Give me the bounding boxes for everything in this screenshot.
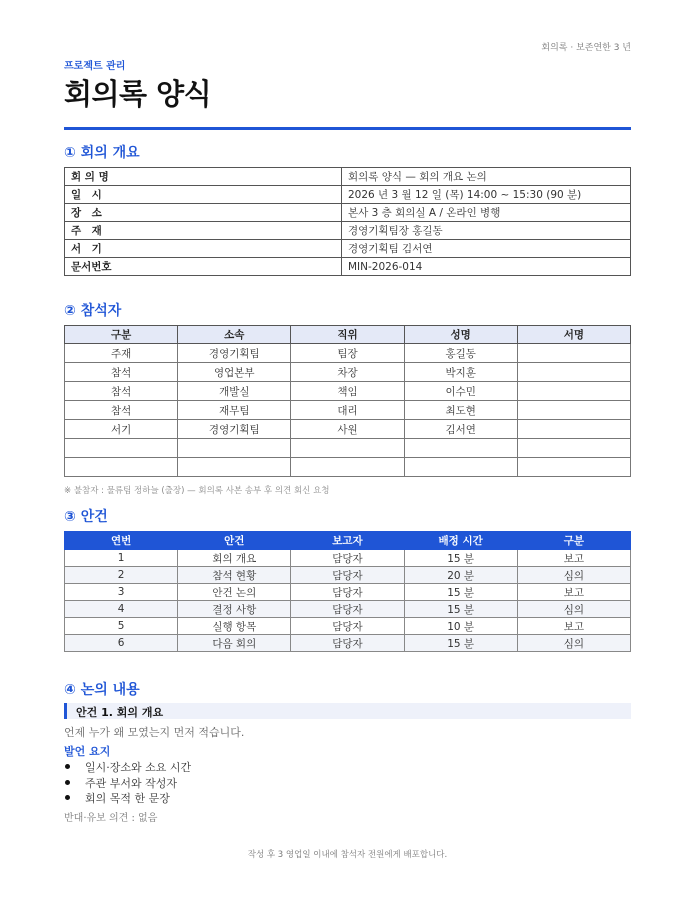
attendees-cell [517, 382, 630, 401]
overview-row [65, 258, 631, 276]
agenda-cell: 3 [65, 584, 178, 601]
agenda-cell: 15 분 [404, 601, 517, 618]
attendees-cell: 주재 [65, 344, 178, 363]
attendees-cell: 참석 [65, 382, 178, 401]
attendees-header-cell: 구분 [65, 326, 178, 344]
overview-value: 본사 3 층 회의실 A / 온라인 병행 [342, 204, 631, 222]
attendees-cell: 대리 [291, 401, 404, 420]
overview-value: MIN-2026-014 [342, 258, 631, 276]
attendees-cell: 김서연 [404, 420, 517, 439]
overview-row [65, 222, 631, 240]
attendees-cell [291, 439, 404, 458]
attendees-header-cell: 소속 [178, 326, 291, 344]
agenda-cell: 담당자 [291, 584, 404, 601]
attendees-cell [517, 344, 630, 363]
attendees-cell: 개발실 [178, 382, 291, 401]
overview-key: 회 의 명 [65, 168, 342, 186]
attendees-header-cell: 성명 [404, 326, 517, 344]
attendees-cell: 차장 [291, 363, 404, 382]
attendees-cell [517, 420, 630, 439]
table-row [65, 584, 631, 601]
overview-key: 주 재 [65, 222, 342, 240]
page-title: 회의록 양식 [64, 77, 212, 111]
agenda-item-title: 안건 1. 회의 개요 [76, 706, 164, 719]
overview-value: 경영기획팀장 홍길동 [342, 222, 631, 240]
overview-key: 장 소 [65, 204, 342, 222]
agenda-cell: 20 분 [404, 567, 517, 584]
agenda-header-cell: 구분 [517, 532, 630, 550]
agenda-cell: 결정 사항 [178, 601, 291, 618]
list-item [64, 775, 191, 791]
attendees-cell: 홍길동 [404, 344, 517, 363]
attendees-cell [517, 363, 630, 382]
attendees-cell: 박지훈 [404, 363, 517, 382]
attendees-cell: 사원 [291, 420, 404, 439]
table-row [65, 601, 631, 618]
table-row [65, 382, 631, 401]
agenda-cell: 5 [65, 618, 178, 635]
agenda-cell: 다음 회의 [178, 635, 291, 652]
overview-row [65, 240, 631, 258]
overview-key: 문서번호 [65, 258, 342, 276]
list-item-text: 일시·장소와 소요 시간 [85, 761, 192, 774]
discussion-intro: 언제 누가 왜 모였는지 먼저 적습니다. [64, 726, 245, 739]
section-agenda-heading: ③ 안건 [64, 509, 108, 525]
top-note: 회의록 · 보존연한 3 년 [541, 43, 631, 53]
overview-value: 경영기획팀 김서연 [342, 240, 631, 258]
agenda-cell: 담당자 [291, 601, 404, 618]
agenda-cell: 15 분 [404, 584, 517, 601]
agenda-cell: 15 분 [404, 550, 517, 567]
agenda-cell: 6 [65, 635, 178, 652]
list-item [64, 759, 191, 775]
attendees-cell [178, 439, 291, 458]
agenda-cell: 담당자 [291, 550, 404, 567]
attendees-header-cell: 직위 [291, 326, 404, 344]
agenda-cell: 15 분 [404, 635, 517, 652]
table-row [65, 363, 631, 382]
bullet-icon [65, 795, 70, 800]
agenda-cell: 보고 [517, 550, 630, 567]
attendees-cell: 경영기획팀 [178, 420, 291, 439]
agenda-cell: 참석 현황 [178, 567, 291, 584]
agenda-cell: 2 [65, 567, 178, 584]
overview-value: 2026 년 3 월 12 일 (목) 14:00 ~ 15:30 (90 분) [342, 186, 631, 204]
attendees-cell [517, 458, 630, 477]
agenda-cell: 보고 [517, 618, 630, 635]
attendees-cell [178, 458, 291, 477]
agenda-cell: 보고 [517, 584, 630, 601]
attendees-cell [404, 458, 517, 477]
agenda-cell: 심의 [517, 567, 630, 584]
attendees-table [64, 325, 631, 477]
title-rule [64, 127, 631, 130]
overview-row [65, 186, 631, 204]
table-row [65, 439, 631, 458]
agenda-item-bar [64, 703, 631, 719]
overview-row [65, 168, 631, 186]
overview-table [64, 167, 631, 276]
attendees-cell: 서기 [65, 420, 178, 439]
attendees-cell: 참석 [65, 401, 178, 420]
table-row [65, 401, 631, 420]
points-heading: 발언 요지 [64, 745, 111, 758]
agenda-cell: 심의 [517, 635, 630, 652]
agenda-cell: 담당자 [291, 635, 404, 652]
attendees-cell: 참석 [65, 363, 178, 382]
agenda-header-cell: 배정 시간 [404, 532, 517, 550]
attendees-cell [404, 439, 517, 458]
eyebrow-label: 프로젝트 관리 [64, 61, 126, 72]
agenda-cell: 회의 개요 [178, 550, 291, 567]
agenda-header-cell: 보고자 [291, 532, 404, 550]
attendees-cell [291, 458, 404, 477]
table-row [65, 618, 631, 635]
agenda-cell: 담당자 [291, 567, 404, 584]
overview-row [65, 204, 631, 222]
attendees-cell: 재무팀 [178, 401, 291, 420]
agenda-header-cell: 안건 [178, 532, 291, 550]
table-row [65, 635, 631, 652]
agenda-cell: 담당자 [291, 618, 404, 635]
overview-key: 서 기 [65, 240, 342, 258]
list-item-text: 주관 부서와 작성자 [85, 776, 178, 790]
attendees-cell: 팀장 [291, 344, 404, 363]
agenda-header-cell: 연번 [65, 532, 178, 550]
section-discussion-heading: ④ 논의 내용 [64, 682, 140, 698]
objection-note: 반대·유보 의견 : 없음 [64, 813, 158, 824]
attendees-cell [65, 458, 178, 477]
attendees-cell: 이수민 [404, 382, 517, 401]
bullet-icon [65, 764, 70, 769]
table-row [65, 550, 631, 567]
bullet-icon [65, 780, 70, 785]
table-row [65, 458, 631, 477]
agenda-cell: 1 [65, 550, 178, 567]
page-footer: 작성 후 3 영업일 이내에 참석자 전원에게 배포합니다. [247, 850, 448, 860]
attendees-footnote: ※ 불참자 : 물류팀 정하늘 (출장) — 회의록 사본 송부 후 의견 회신 요청 [64, 486, 330, 496]
item-bar-accent [64, 703, 67, 719]
list-item-text: 회의 목적 한 문장 [85, 792, 170, 805]
section-overview-heading: ① 회의 개요 [64, 145, 140, 161]
agenda-cell: 10 분 [404, 618, 517, 635]
agenda-table [64, 531, 631, 652]
section-attendees-heading: ② 참석자 [64, 303, 122, 319]
attendees-cell: 책임 [291, 382, 404, 401]
attendees-cell [517, 439, 630, 458]
agenda-cell: 4 [65, 601, 178, 618]
agenda-cell: 안건 논의 [178, 584, 291, 601]
list-item [64, 790, 191, 806]
attendees-cell [517, 401, 630, 420]
overview-value: 회의록 양식 — 회의 개요 논의 [342, 168, 631, 186]
points-list [64, 759, 191, 806]
table-row [65, 420, 631, 439]
agenda-cell: 실행 항목 [178, 618, 291, 635]
table-row [65, 344, 631, 363]
attendees-cell: 최도현 [404, 401, 517, 420]
overview-key: 일 시 [65, 186, 342, 204]
attendees-header-cell: 서명 [517, 326, 630, 344]
attendees-cell: 영업본부 [178, 363, 291, 382]
agenda-cell: 심의 [517, 601, 630, 618]
attendees-cell: 경영기획팀 [178, 344, 291, 363]
attendees-cell [65, 439, 178, 458]
table-row [65, 567, 631, 584]
